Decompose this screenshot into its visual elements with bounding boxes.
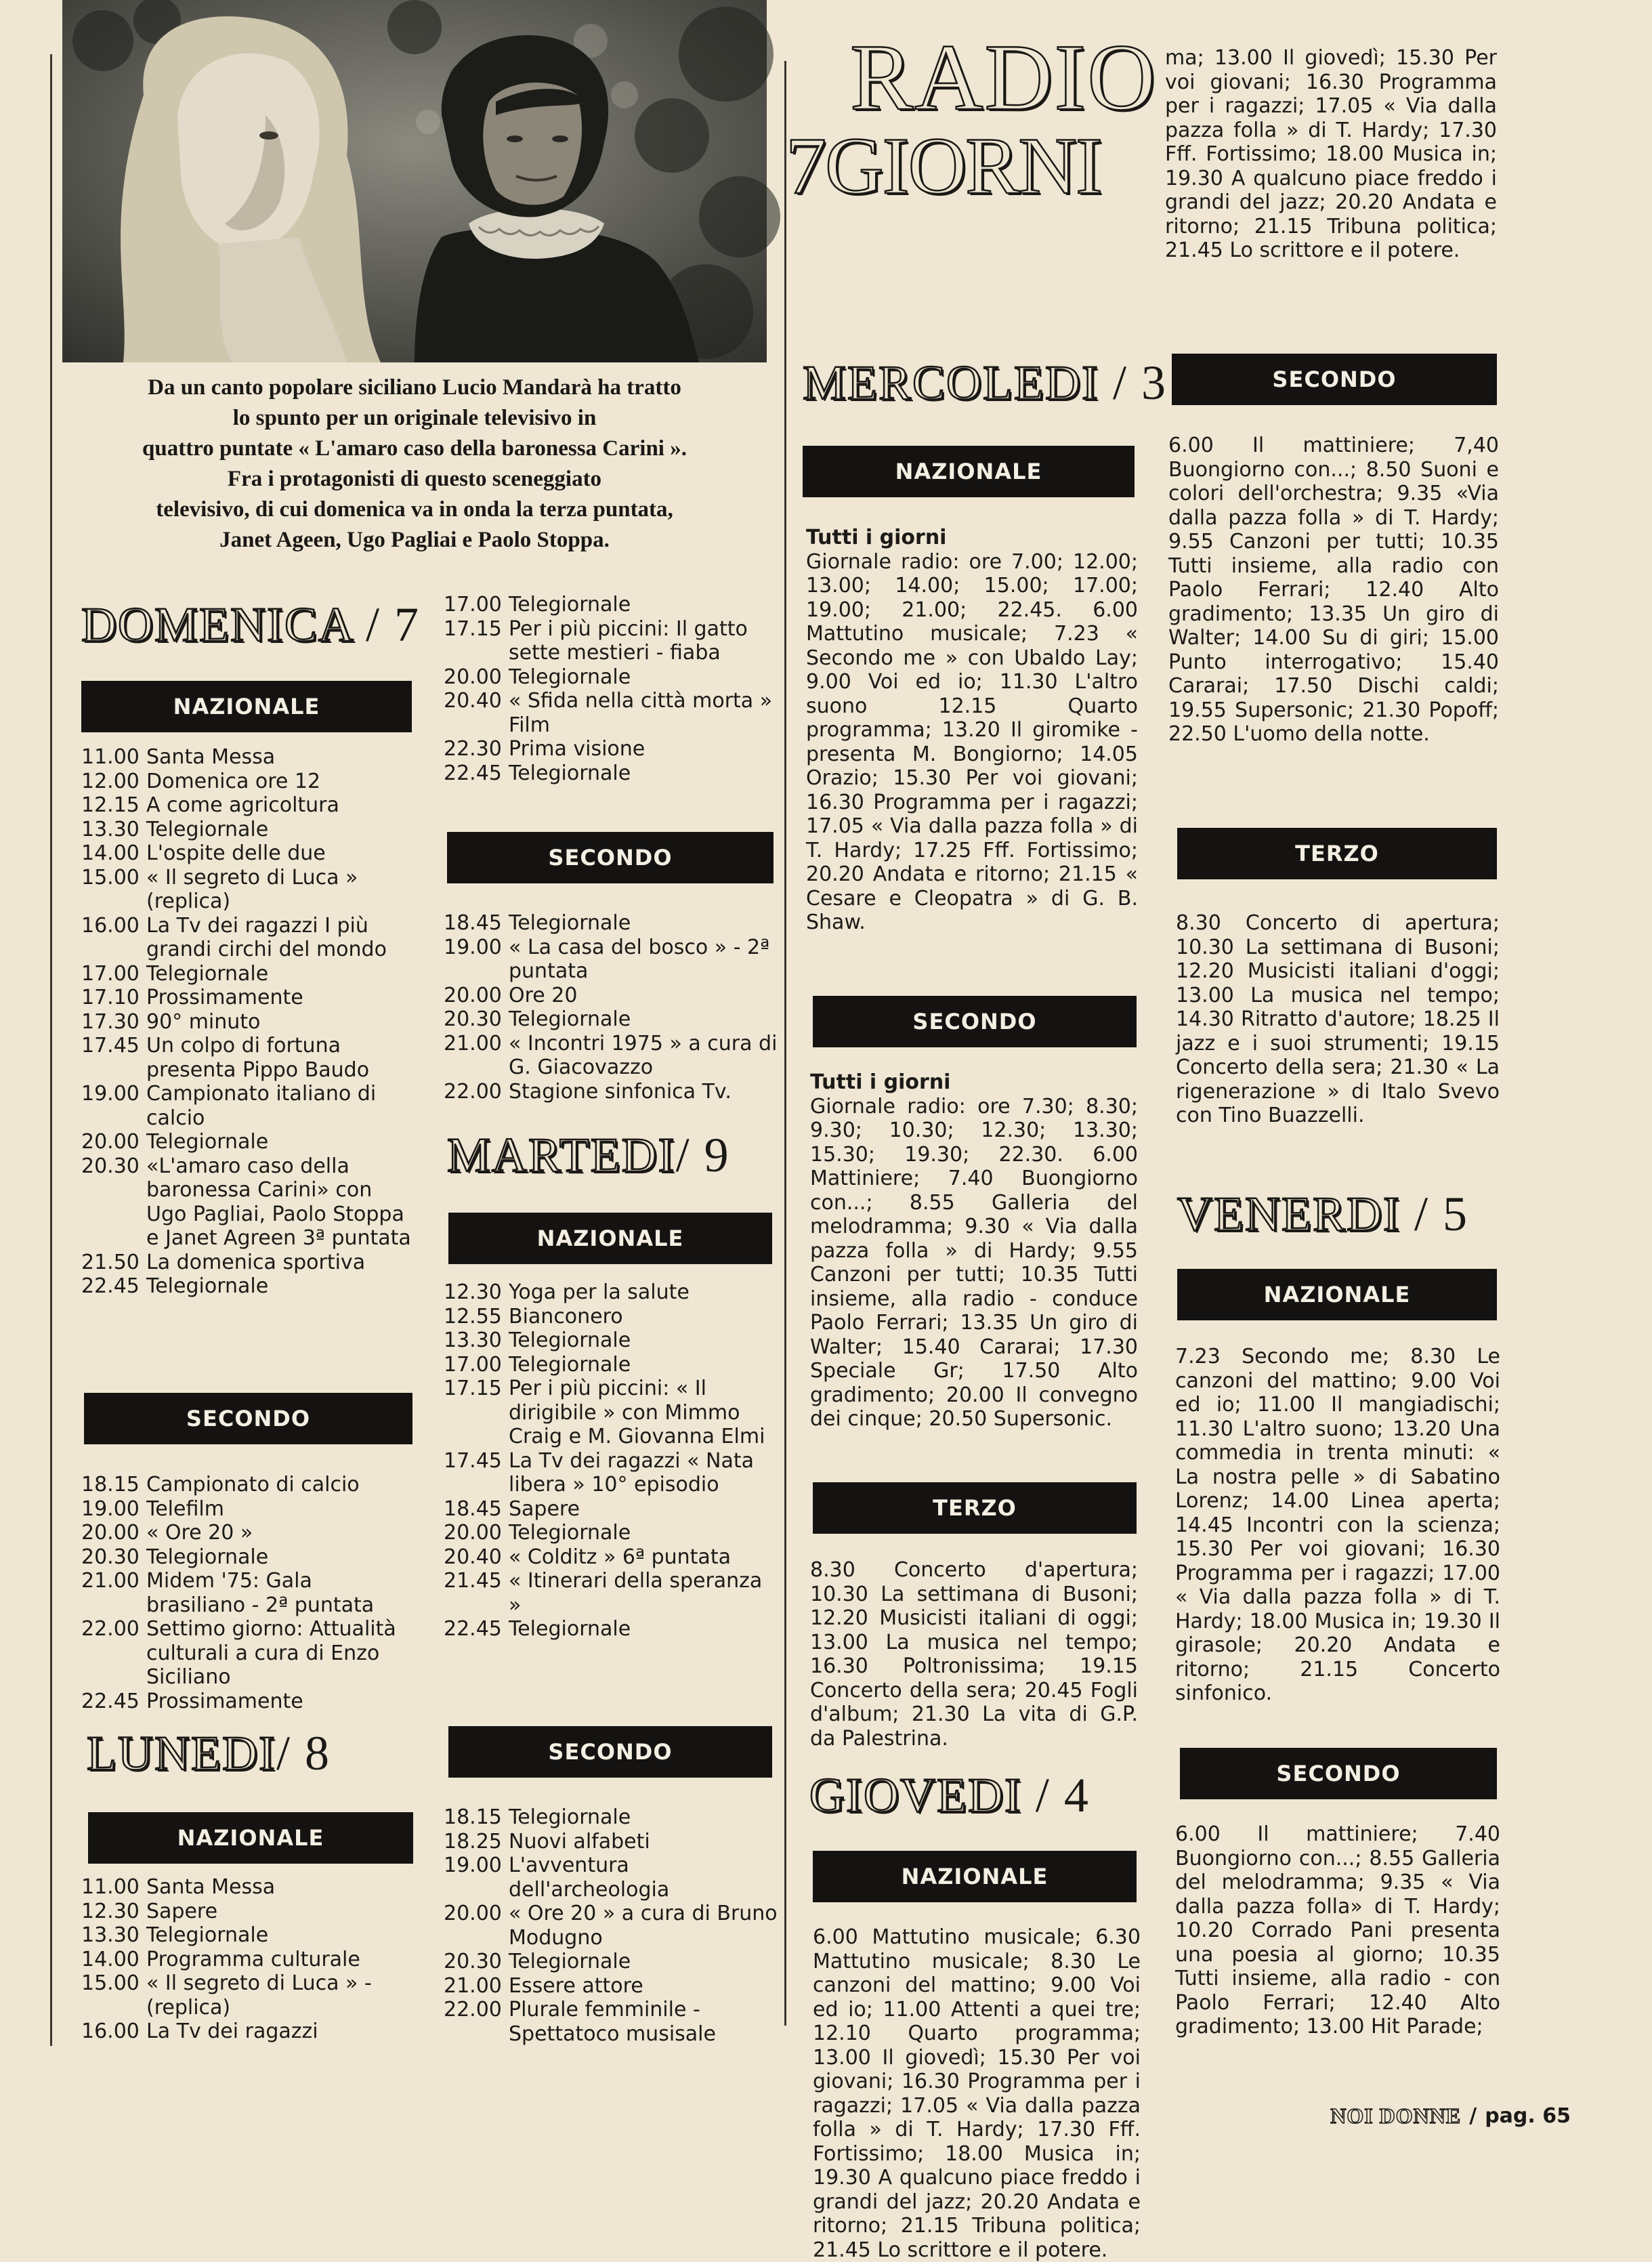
- schedule-row: [81, 841, 413, 866]
- schedule-program: Santa Messa: [146, 1875, 276, 1899]
- schedule-time: 16.00: [81, 913, 140, 938]
- schedule-time: 22.00: [444, 1079, 502, 1104]
- schedule-time: 12.30: [444, 1280, 502, 1304]
- schedule-program: Telefilm: [146, 1496, 224, 1521]
- schedule-time: 20.00: [444, 983, 502, 1007]
- schedule-time: 12.00: [81, 769, 140, 793]
- schedule-row: [81, 986, 413, 1010]
- schedule-time: 20.00: [444, 1902, 502, 1925]
- schedule-program: Telegiornale: [509, 1007, 631, 1031]
- schedule-program: Stagione sinfonica Tv.: [509, 1079, 732, 1104]
- schedule-program: « Incontri 1975 » a cura di G. Giacovazzo: [509, 1031, 778, 1079]
- schedule-program: Prossimamente: [146, 1689, 303, 1713]
- schedule-row: [444, 1032, 779, 1080]
- schedule-row: [444, 1974, 779, 1998]
- schedule-domenica-nazionale: [81, 745, 413, 1299]
- schedule-time: 17.00: [81, 961, 140, 986]
- schedule-row: [81, 1617, 413, 1690]
- schedule-time: 21.00: [444, 1973, 502, 1998]
- schedule-row: [444, 617, 779, 665]
- schedule-time: 16.00: [81, 2019, 140, 2043]
- schedule-row: [444, 1328, 779, 1353]
- schedule-row: [81, 1923, 413, 1948]
- schedule-row: [444, 665, 779, 690]
- schedule-domenica-nazionale-cont: [444, 593, 779, 785]
- radio-venerdi-secondo: 6.00 Il mattiniere; 7.40 Buongiorno con...; 8.55 Galleria del melodramma; 9.35 « Via dalla pazza folla» di T. Hardy; 10.20 Corrado Pani presenta una poesia al giorno; 10.35 Tutti insieme, alla radio - con Paolo Ferrari; 12.40 Alto gradimento; 13.00 Hit Parade;: [1175, 1822, 1500, 2038]
- radio-mercoledi-secondo: [810, 1070, 1138, 1431]
- schedule-time: 19.00: [444, 935, 502, 959]
- schedule-program: Prossimamente: [146, 986, 303, 1009]
- schedule-program: Telegiornale: [509, 1521, 631, 1545]
- band-nazionale: NAZIONALE: [448, 1213, 772, 1264]
- photo-baronessa-carini: [62, 0, 767, 362]
- schedule-row: [81, 1130, 413, 1154]
- schedule-row: [444, 1353, 779, 1377]
- schedule-lunedi-nazionale: [81, 1875, 413, 2044]
- day-number: / 7: [352, 598, 421, 652]
- band-nazionale: NAZIONALE: [1177, 1269, 1497, 1320]
- day-title-lunedi: [87, 1726, 331, 1780]
- schedule-time: 19.00: [444, 1853, 502, 1877]
- schedule-time: 20.30: [444, 1950, 502, 1973]
- schedule-row: [81, 1251, 413, 1275]
- radio-giovedi-secondo: 6.00 Il mattiniere; 7,40 Buongiorno con...; 8.50 Suoni e colori dell'orchestra; 9.35 «Via dalla pazza folla » di T. Hardy; 9.55 Canzoni per tutti; 10.35 Tutti insieme, alla radio con Paolo Ferrari; 12.40 Alto gradimento; 13.35 Un giro di Walter; 14.00 Su di giri; 15.00 Punto interrogativo; 15.40 Cararai; 17.50 Dischi caldi; 19.55 Supersonic; 21.30 Popoff; 22.50 L'uomo della notte.: [1168, 434, 1499, 746]
- page-footer: [1330, 2103, 1571, 2129]
- schedule-time: 20.40: [444, 1545, 502, 1569]
- day-number: / 5: [1400, 1187, 1468, 1241]
- schedule-program: La Tv dei ragazzi: [146, 2019, 318, 2043]
- schedule-program: Telegiornale: [509, 1617, 631, 1641]
- schedule-program: Per i più piccini: Il gatto sette mestieri - fiaba: [509, 616, 748, 665]
- radio-venerdi-nazionale: 7.23 Secondo me; 8.30 Le canzoni del mattino; 9.00 Voi ed io; 11.00 Il mangiadischi; 11.30 L'altro suono; 13.20 Una commedia in trenta minuti: « La nostra pelle » di Sabatino Lorenz; 14.00 Linea aperta; 14.45 Incontri con la scienza; 15.30 Per voi giovani; 16.30 Programma per i ragazzi; 17.00 « Via dalla pazza folla » di T. Hardy; 18.00 Musica in; 19.30 Il girasole; 20.20 Andata e ritorno; 21.15 Concerto sinfonico.: [1175, 1345, 1500, 1705]
- schedule-program: L'avventura dell'archeologia: [509, 1853, 670, 1902]
- schedule-time: 12.30: [81, 1899, 140, 1923]
- schedule-row: [444, 1521, 779, 1545]
- radio-title-line1: RADIO: [850, 25, 1158, 130]
- schedule-program: Telegiornale: [509, 1328, 631, 1352]
- schedule-row: [81, 962, 413, 986]
- schedule-row: [444, 593, 779, 617]
- day-title-venerdi: [1177, 1187, 1468, 1241]
- schedule-program: Telegiornale: [509, 1950, 631, 1973]
- schedule-row: [444, 1830, 779, 1854]
- schedule-row: [81, 1473, 413, 1497]
- band-terzo: TERZO: [1177, 828, 1497, 879]
- schedule-time: 12.55: [444, 1304, 502, 1328]
- schedule-row: [81, 1875, 413, 1900]
- schedule-program: «L'amaro caso della baronessa Carini» con Ugo Pagliai, Paolo Stoppa e Janet Agreen 3ª puntata: [146, 1154, 411, 1250]
- schedule-row: [81, 2019, 413, 2044]
- schedule-time: 11.00: [81, 745, 140, 769]
- band-nazionale: NAZIONALE: [803, 446, 1135, 497]
- radio-title-line2: 7GIORNI: [786, 121, 1101, 211]
- schedule-time: 21.00: [81, 1569, 140, 1593]
- schedule-program: Prima visione: [509, 737, 645, 761]
- day-name: LUNEDI: [87, 1726, 276, 1780]
- radio-mercoledi-nazionale: [806, 526, 1138, 935]
- schedule-program: Settimo giorno: Attualità culturali a cura di Enzo Siciliano: [146, 1617, 396, 1689]
- schedule-program: « Il segreto di Luca » (replica): [146, 865, 358, 913]
- schedule-time: 22.45: [81, 1689, 140, 1713]
- schedule-time: 11.00: [81, 1875, 140, 1899]
- schedule-program: « La casa del bosco » - 2ª puntata: [509, 935, 770, 983]
- schedule-program: « Ore 20 »: [146, 1521, 253, 1545]
- day-title-mercoledi: [803, 356, 1167, 410]
- schedule-program: Campionato di calcio: [146, 1473, 360, 1496]
- schedule-time: 12.15: [81, 793, 140, 817]
- schedule-program: Telegiornale: [146, 1923, 269, 1947]
- schedule-program: « Itinerari della speranza »: [509, 1569, 763, 1617]
- caption-line: Da un canto popolare siciliano Lucio Mandarà ha tratto: [148, 375, 681, 400]
- schedule-time: 21.00: [444, 1031, 502, 1055]
- schedule-time: 20.00: [81, 1130, 140, 1154]
- schedule-time: 14.00: [81, 1947, 140, 1971]
- schedule-program: Nuovi alfabeti: [509, 1829, 650, 1853]
- day-name: VENERDI: [1177, 1187, 1401, 1241]
- schedule-row: [81, 1082, 413, 1130]
- program-text: ma; 13.00 Il giovedì; 15.30 Per voi giovani; 16.30 Programma per i ragazzi; 17.05 « Via dalla pazza folla » di T. Hardy; 17.30 Fff. Fortissimo; 18.00 Musica in; 19.30 A qualcuno piace freddo i grandi del jazz; 20.20 Andata e ritorno; 21.15 Tribuna politica; 21.45 Lo scrittore e il potere.: [1165, 46, 1497, 262]
- schedule-time: 22.45: [81, 1274, 140, 1298]
- schedule-time: 22.45: [444, 1617, 502, 1641]
- schedule-row: [81, 1971, 413, 2019]
- schedule-row: [81, 1154, 413, 1251]
- band-nazionale: NAZIONALE: [813, 1851, 1137, 1902]
- schedule-time: 17.00: [444, 593, 502, 616]
- schedule-program: Essere attore: [509, 1973, 643, 1998]
- schedule-program: Bianconero: [509, 1304, 623, 1328]
- schedule-program: « Il segreto di Luca » - (replica): [146, 1971, 372, 2019]
- day-number: / 8: [276, 1726, 331, 1780]
- schedule-row: [81, 1948, 413, 1972]
- schedule-row: [81, 770, 413, 794]
- column-rule: [50, 54, 52, 2046]
- day-title-giovedi: [809, 1768, 1090, 1822]
- schedule-program: « Colditz » 6ª puntata: [509, 1545, 731, 1569]
- caption-line: Fra i protagonisti di questo sceneggiato: [227, 467, 602, 491]
- schedule-program: Telegiornale: [146, 1130, 269, 1154]
- schedule-program: Sapere: [509, 1496, 580, 1521]
- schedule-time: 20.40: [444, 689, 502, 713]
- schedule-row: [444, 1853, 779, 1902]
- schedule-program: La domenica sportiva: [146, 1250, 366, 1274]
- schedule-program: Telegiornale: [146, 817, 269, 841]
- schedule-row: [81, 1521, 413, 1545]
- schedule-time: 17.45: [444, 1448, 502, 1473]
- schedule-program: Yoga per la salute: [509, 1280, 690, 1304]
- schedule-row: [444, 1805, 779, 1830]
- page-number: pag. 65: [1485, 2104, 1571, 2128]
- schedule-program: Telegiornale: [509, 593, 631, 616]
- schedule-row: [444, 761, 779, 786]
- day-name: MARTEDI: [447, 1128, 676, 1182]
- schedule-row: [81, 1034, 413, 1082]
- program-text: Giornale radio: ore 7.00; 12.00; 13.00; 14.00; 15.00; 17.00; 19.00; 21.00; 22.45. 6.00 Mattutino musicale; 7.23 « Secondo me » con Ubaldo Lay; 9.00 Voi ed io; 11.30 L'altro suono 12.15 Quarto programma; 13.20 Il giromike - presenta M. Bongiorno; 14.05 Orazio; 15.30 Per voi giovani; 16.30 Programma per i ragazzi; 17.05 « Via dalla pazza folla » di T. Hardy; 17.25 Fff. Fortissimo; 20.20 Andata e ritorno; 21.15 « Cesare e Cleopatra » di G. B. Shaw.: [806, 549, 1138, 934]
- schedule-time: 20.30: [444, 1007, 502, 1031]
- day-name: DOMENICA: [81, 598, 353, 652]
- schedule-program: Telegiornale: [146, 1545, 269, 1569]
- schedule-row: [444, 1080, 779, 1104]
- schedule-time: 17.10: [81, 986, 140, 1009]
- schedule-program: Domenica ore 12: [146, 769, 321, 793]
- schedule-time: 18.15: [444, 1805, 502, 1829]
- program-text: Giornale radio: ore 7.30; 8.30; 9.30; 10.30; 12.30; 13.30; 15.30; 19.30; 22.30. 6.00 Mattiniere; 7.40 Buongiorno con...; 8.55 Galleria del melodramma; 9.30 « Via dalla pazza folla » di Hardy; 9.55 Canzoni per tutti; 10.35 Tutti insieme, alla radio - conduce Paolo Ferrari; 13.35 Un giro di Walter; 15.40 Cararai; 17.30 Speciale Gr; 17.50 Alto gradimento; 20.00 Il convegno dei cinque; 20.50 Supersonic.: [810, 1094, 1138, 1431]
- caption-line: quattro puntate « L'amaro caso della baronessa Carini ».: [142, 436, 687, 461]
- schedule-time: 13.30: [444, 1328, 502, 1352]
- schedule-program: Telegiornale: [509, 665, 631, 689]
- schedule-time: 15.00: [81, 865, 140, 889]
- schedule-time: 17.00: [444, 1352, 502, 1377]
- schedule-program: Telegiornale: [146, 1274, 269, 1298]
- schedule-row: [81, 1900, 413, 1924]
- section-subhead: Tutti i giorni: [806, 526, 947, 549]
- band-secondo: SECONDO: [1172, 354, 1497, 405]
- day-number: / 9: [675, 1128, 730, 1182]
- schedule-time: 14.00: [81, 841, 140, 865]
- day-number: / 3: [1099, 356, 1167, 410]
- schedule-time: 21.50: [81, 1250, 140, 1274]
- schedule-time: 20.00: [81, 1521, 140, 1545]
- day-title-domenica: [81, 598, 420, 652]
- schedule-row: [444, 1998, 779, 2046]
- schedule-time: 22.00: [444, 1998, 502, 2022]
- schedule-row: [444, 689, 779, 737]
- schedule-row: [444, 936, 779, 984]
- schedule-program: Sapere: [146, 1899, 218, 1923]
- schedule-time: 22.30: [444, 737, 502, 761]
- radio-giovedi-nazionale-cont: [1165, 46, 1497, 263]
- band-secondo: SECONDO: [448, 1726, 772, 1778]
- band-terzo: TERZO: [813, 1482, 1137, 1534]
- schedule-time: 18.15: [81, 1473, 140, 1496]
- schedule-row: [444, 1950, 779, 1974]
- schedule-time: 20.00: [444, 1521, 502, 1545]
- caption-line: Janet Ageen, Ugo Pagliai e Paolo Stoppa.: [219, 528, 610, 552]
- schedule-time: 13.30: [81, 817, 140, 841]
- schedule-row: [444, 1569, 779, 1617]
- schedule-lunedi-secondo: [444, 911, 779, 1104]
- footer-separator: /: [1469, 2104, 1477, 2128]
- day-name: MERCOLEDI: [803, 356, 1099, 410]
- caption-line: televisivo, di cui domenica va in onda la terza puntata,: [156, 497, 673, 522]
- schedule-program: Per i più piccini: « Il dirigibile » con Mimmo Craig e M. Giovanna Elmi: [509, 1377, 765, 1448]
- schedule-program: Programma culturale: [146, 1947, 360, 1971]
- schedule-time: 18.25: [444, 1829, 502, 1853]
- schedule-program: Ore 20: [509, 983, 578, 1007]
- schedule-row: [444, 1449, 779, 1497]
- schedule-time: 20.30: [81, 1154, 140, 1178]
- schedule-program: Santa Messa: [146, 745, 276, 769]
- radio-giovedi-nazionale: 6.00 Mattutino musicale; 6.30 Mattutino musicale; 8.30 Le canzoni del mattino; 9.00 Voi ed io; 11.00 Attenti a quei tre; 12.10 Quarto programma; 13.00 Il giovedì; 15.30 Per voi giovani; 16.30 Programma per i ragazzi; 17.05 « Via dalla pazza folla » di T. Hardy; 17.30 Fff. Fortissimo; 18.00 Musica in; 19.30 A qualcuno piace freddo i grandi del jazz; 20.20 Andata e ritorno; 21.15 Tribuna politica; 21.45 Lo scrittore e il potere.: [813, 1925, 1141, 2262]
- schedule-program: La Tv dei ragazzi « Nata libera » 10° episodio: [509, 1448, 754, 1496]
- schedule-row: [444, 1305, 779, 1329]
- schedule-program: Telegiornale: [509, 1352, 631, 1377]
- caption-line: lo spunto per un originale televisivo in: [232, 406, 597, 430]
- schedule-time: 17.15: [444, 1377, 502, 1400]
- schedule-program: « Sfida nella città morta » Film: [509, 689, 773, 737]
- schedule-program: Plurale femminile - Spettatoco musisale: [509, 1998, 716, 2046]
- schedule-row: [81, 1545, 413, 1570]
- day-number: / 4: [1021, 1768, 1090, 1822]
- schedule-program: Campionato italiano di calcio: [146, 1082, 377, 1130]
- schedule-row: [444, 737, 779, 761]
- schedule-row: [444, 984, 779, 1008]
- schedule-row: [444, 1617, 779, 1641]
- schedule-time: 18.45: [444, 911, 502, 935]
- schedule-program: Midem '75: Gala brasiliano - 2ª puntata: [146, 1569, 375, 1617]
- column-rule: [784, 61, 786, 2026]
- schedule-row: [81, 914, 413, 962]
- schedule-program: Telegiornale: [509, 1805, 631, 1829]
- photo-caption: [62, 373, 767, 556]
- schedule-time: 17.45: [81, 1034, 140, 1057]
- schedule-row: [81, 1690, 413, 1714]
- schedule-program: Telegiornale: [509, 761, 631, 785]
- schedule-time: 20.00: [444, 665, 502, 689]
- band-secondo: SECONDO: [84, 1393, 412, 1444]
- schedule-program: La Tv dei ragazzi I più grandi circhi del mondo: [146, 913, 387, 961]
- schedule-row: [444, 1007, 779, 1032]
- schedule-time: 18.45: [444, 1496, 502, 1521]
- schedule-row: [81, 1569, 413, 1617]
- schedule-martedi-nazionale: [444, 1280, 779, 1641]
- schedule-time: 17.15: [444, 616, 502, 641]
- schedule-time: 13.30: [81, 1923, 140, 1947]
- band-secondo: SECONDO: [1180, 1748, 1497, 1799]
- schedule-program: « Ore 20 » a cura di Bruno Modugno: [509, 1902, 778, 1950]
- band-secondo: SECONDO: [447, 832, 774, 883]
- schedule-time: 22.00: [81, 1617, 140, 1641]
- magazine-name: NOI DONNE: [1330, 2103, 1462, 2128]
- schedule-row: [444, 1902, 779, 1950]
- schedule-martedi-secondo: [444, 1805, 779, 2046]
- schedule-time: 15.00: [81, 1971, 140, 1995]
- schedule-row: [81, 866, 413, 914]
- schedule-time: 20.30: [81, 1545, 140, 1569]
- day-title-martedi: [447, 1128, 730, 1182]
- schedule-row: [81, 1497, 413, 1522]
- band-nazionale: NAZIONALE: [81, 681, 412, 732]
- day-name: GIOVEDI: [809, 1768, 1022, 1822]
- schedule-program: Telegiornale: [146, 961, 269, 986]
- schedule-time: 19.00: [81, 1496, 140, 1521]
- radio-mercoledi-terzo: 8.30 Concerto d'apertura; 10.30 La settimana di Busoni; 12.20 Musicisti italiani di oggi; 13.00 La musica nel tempo; 16.30 Poltronissima; 19.15 Concerto della sera; 20.45 Fogli d'album; 21.30 La vita di G.P. da Palestrina.: [810, 1558, 1138, 1751]
- schedule-time: 17.30: [81, 1009, 140, 1034]
- schedule-program: A come agricoltura: [146, 793, 339, 817]
- band-secondo: SECONDO: [813, 996, 1137, 1047]
- radio-giovedi-terzo: 8.30 Concerto di apertura; 10.30 La settimana di Busoni; 12.20 Musicisti italiani d'oggi; 13.00 La musica nel tempo; 14.30 Ritratto d'autore; 18.25 Il jazz e i suoi strumenti; 19.15 Concerto della sera; 21.30 « La rigenerazione » di Italo Svevo con Tino Buazzelli.: [1176, 911, 1500, 1127]
- section-subhead: Tutti i giorni: [810, 1070, 951, 1094]
- schedule-row: [81, 1010, 413, 1034]
- schedule-domenica-secondo: [81, 1473, 413, 1713]
- schedule-row: [444, 1545, 779, 1570]
- schedule-row: [81, 1274, 413, 1299]
- schedule-row: [444, 1280, 779, 1305]
- schedule-program: Telegiornale: [509, 911, 631, 935]
- schedule-program: Un colpo di fortuna presenta Pippo Baudo: [146, 1034, 370, 1082]
- schedule-row: [444, 1377, 779, 1449]
- schedule-row: [81, 793, 413, 818]
- schedule-row: [81, 818, 413, 842]
- schedule-time: 19.00: [81, 1082, 140, 1106]
- schedule-row: [444, 1497, 779, 1522]
- schedule-row: [81, 745, 413, 770]
- schedule-time: 21.45: [444, 1569, 502, 1593]
- schedule-row: [444, 911, 779, 936]
- schedule-program: 90° minuto: [146, 1009, 261, 1034]
- schedule-time: 22.45: [444, 761, 502, 785]
- band-nazionale: NAZIONALE: [88, 1812, 413, 1864]
- schedule-program: L'ospite delle due: [146, 841, 326, 865]
